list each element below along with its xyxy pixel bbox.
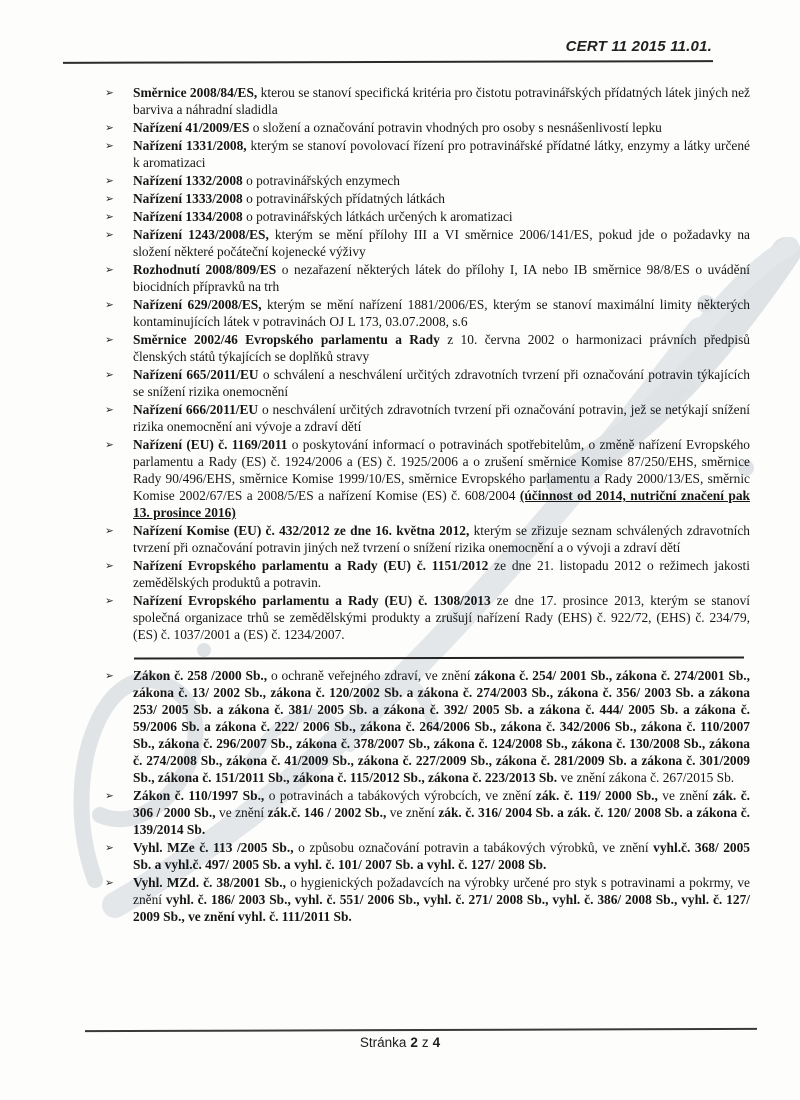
footer-total-pages: 4 [432,1035,441,1050]
item-text: Nařízení Evropského parlamentu a Rady (EU) č. 1151/2012 ze dne 21. listopadu 2012 o režimech jakosti zemědělských produktů a potravin. [133,558,750,590]
item-text: Nařízení Komise (EU) č. 432/2012 ze dne 16. května 2012, kterým se zřizuje seznam schválených zdravotních tvrzení při označování potravin jiných než tvrzení o snížení rizika onemocnění a o vývoji a zdraví dětí [133,523,750,555]
arrow-bullet-icon: ➢ [105,264,114,276]
list-item [96,839,750,873]
list-item [96,557,750,591]
section-divider [134,656,744,659]
list-item [96,436,750,521]
footer-of-word: z [421,1035,429,1050]
item-text: Zákon č. 110/1997 Sb., o potravinách a tabákových výrobcích, ve znění zák. č. 119/ 2000 Sb., ve znění zák. č. 306 / 2000 Sb., ve znění zák.č. 146 / 2002 Sb., ve znění zák. č. 316/ 2004 Sb. a zák. č. 120/ 2008 Sb. a zákona č. 139/2014 Sb. [133,788,750,837]
item-text: Nařízení 629/2008/ES, kterým se mění nařízení 1881/2006/ES, kterým se stanoví maximální limity některých kontaminujících látek v potravinách OJ L 173, 03.07.2008, s.6 [133,297,750,329]
list-item [96,172,750,189]
arrow-bullet-icon: ➢ [105,193,114,205]
arrow-bullet-icon: ➢ [105,525,114,537]
item-text: Zákon č. 258 /2000 Sb., o ochraně veřejného zdraví, ve znění zákona č. 254/ 2001 Sb., zákona č. 274/2001 Sb., zákona č. 13/ 2002 Sb., zákona č. 120/2002 Sb. a zákona č. 274/2003 Sb., zákona č. 356/ 2003 Sb. a zákona 253/ 2005 Sb. a zákona č. 381/ 2005 Sb. a zákona č. 392/ 2005 Sb. a zákona č. 444/ 2005 Sb. a zákona č. 59/2006 Sb. a zákona č. 222/ 2006 Sb., zákona č. 264/2006 Sb., zákona č. 342/2006 Sb., zákona č. 110/2007 Sb., zákona č. 296/2007 Sb., zákona č. 378/2007 Sb., zákona č. 124/2008 Sb., zákona č. 130/2008 Sb., zákona č. 274/2008 Sb., zákona č. 41/2009 Sb., zákona č. 227/2009 Sb., zákona č. 281/2009 Sb. a zákona č. 301/2009 Sb., zákona č. 151/2011 Sb., zákona č. 115/2012 Sb., zákona č. 223/2013 Sb. ve znění zákona č. 267/2015 Sb. [133,668,750,785]
item-text: Nařízení 1332/2008 o potravinářských enzymech [133,173,400,188]
arrow-bullet-icon: ➢ [105,175,114,187]
item-text: Nařízení 1334/2008 o potravinářských látkách určených k aromatizaci [133,209,513,224]
arrow-bullet-icon: ➢ [105,334,114,346]
list-item [96,522,750,556]
list-item [96,592,750,643]
arrow-bullet-icon: ➢ [105,140,114,152]
arrow-bullet-icon: ➢ [105,404,114,416]
arrow-bullet-icon: ➢ [105,122,114,134]
arrow-bullet-icon: ➢ [105,790,114,802]
arrow-bullet-icon: ➢ [105,877,114,889]
item-text: Nařízení 41/2009/ES o složení a označování potravin vhodných pro osoby s nesnášenlivostí lepku [133,120,662,135]
footer-page-number: 2 [410,1035,418,1050]
list-item [96,137,750,171]
arrow-bullet-icon: ➢ [105,229,114,241]
item-text: Nařízení 665/2011/EU o schválení a neschválení určitých zdravotních tvrzení při označování potravin týkajících se snížení rizika onemocnění [133,367,750,399]
list-item [96,787,750,838]
list-item [96,874,750,925]
list-item [96,667,750,786]
footer-label: Stránka [359,1035,407,1050]
arrow-bullet-icon: ➢ [105,299,114,311]
arrow-bullet-icon: ➢ [105,595,114,607]
list-item [96,296,750,330]
item-text: Nařízení 1331/2008, kterým se stanoví povolovací řízení pro potravinářské přídatné látky, enzymy a látky určené k aromatizaci [133,138,751,170]
item-text: Směrnice 2008/84/ES, kterou se stanoví specifická kritéria pro čistotu potravinářských přídatných látek jiných než barviva a náhradní sladidla [133,85,750,117]
item-text: Nařízení 666/2011/EU o neschválení určitých zdravotních tvrzení při označování potravin, jež se netýkají snížení rizika onemocnění ani vývoje a zdraví dětí [133,402,750,434]
list-item [96,84,750,118]
list-item [96,226,750,260]
list-item [96,261,750,295]
item-text: Nařízení 1333/2008 o potravinářských přídatných látkách [133,191,445,206]
arrow-bullet-icon: ➢ [105,439,114,451]
list-item [96,401,750,435]
legislation-list [96,84,750,925]
list-item [96,190,750,207]
item-text: Vyhl. MZe č. 113 /2005 Sb., o způsobu označování potravin a tabákových výrobků, ve znění vyhl.č. 368/ 2005 Sb. a vyhl.č. 497/ 2005 Sb. a vyhl. č. 101/ 2007 Sb. a vyhl. č. 127/ 2008 Sb. [133,840,750,872]
item-text: Rozhodnutí 2008/809/ES o nezařazení některých látek do přílohy I, IA nebo IB směrnice 98/8/ES o uvádění biocidních přípravků na trh [133,262,750,294]
list-item [96,208,750,225]
arrow-bullet-icon: ➢ [105,369,114,381]
item-text: Vyhl. MZd. č. 38/2001 Sb., o hygienických požadavcích na výrobky určené pro styk s potravinami a pokrmy, ve znění vyhl. č. 186/ 2003 Sb., vyhl. č. 551/ 2006 Sb., vyhl. č. 271/ 2008 Sb., vyhl. č. 386/ 2008 Sb., vyhl. č. 127/ 2009 Sb., ve znění vyhl. č. 111/2011 Sb. [133,875,750,924]
arrow-bullet-icon: ➢ [105,560,114,572]
list-item [96,119,750,136]
page-footer [0,1035,800,1050]
arrow-bullet-icon: ➢ [105,670,114,682]
item-text: Nařízení (EU) č. 1169/2011 o poskytování informací o potravinách spotřebitelům, o změně nařízení Evropského parlamentu a Rady (ES) č. 1924/2006 a (ES) č. 1925/2006 a o zrušení směrnice Komise 87/250/EHS, směrnice Rady 90/496/EHS, směrnice Komise 1999/10/ES, směrnice Evropského parlamentu a Rady 2000/13/ES, směrnic Komise 2002/67/ES a 2008/5/ES a nařízení Komise (ES) č. 608/2004 (účinnost od 2014, nutriční značení pak 13. prosince 2016) [133,437,751,520]
header-doc-code: CERT 11 2015 11.01. [565,38,712,55]
arrow-bullet-icon: ➢ [105,87,114,99]
arrow-bullet-icon: ➢ [105,842,114,854]
list-item [96,366,750,400]
item-text: Nařízení Evropského parlamentu a Rady (EU) č. 1308/2013 ze dne 17. prosince 2013, kterým se stanoví společná organizace trhů se zemědělskými produkty a zrušují nařízení Rady (EHS) č. 922/72, (EHS) č. 234/79, (ES) č. 1037/2001 a (ES) č. 1234/2007. [133,593,751,642]
item-text: Směrnice 2002/46 Evropského parlamentu a Rady z 10. června 2002 o harmonizaci právních předpisů členských států týkajících se doplňků stravy [133,332,750,364]
arrow-bullet-icon: ➢ [105,211,114,223]
item-text: Nařízení 1243/2008/ES, kterým se mění přílohy III a VI směrnice 2006/141/ES, pokud jde o požadavky na složení některé počáteční kojenecké výživy [133,227,750,259]
list-item [96,331,750,365]
